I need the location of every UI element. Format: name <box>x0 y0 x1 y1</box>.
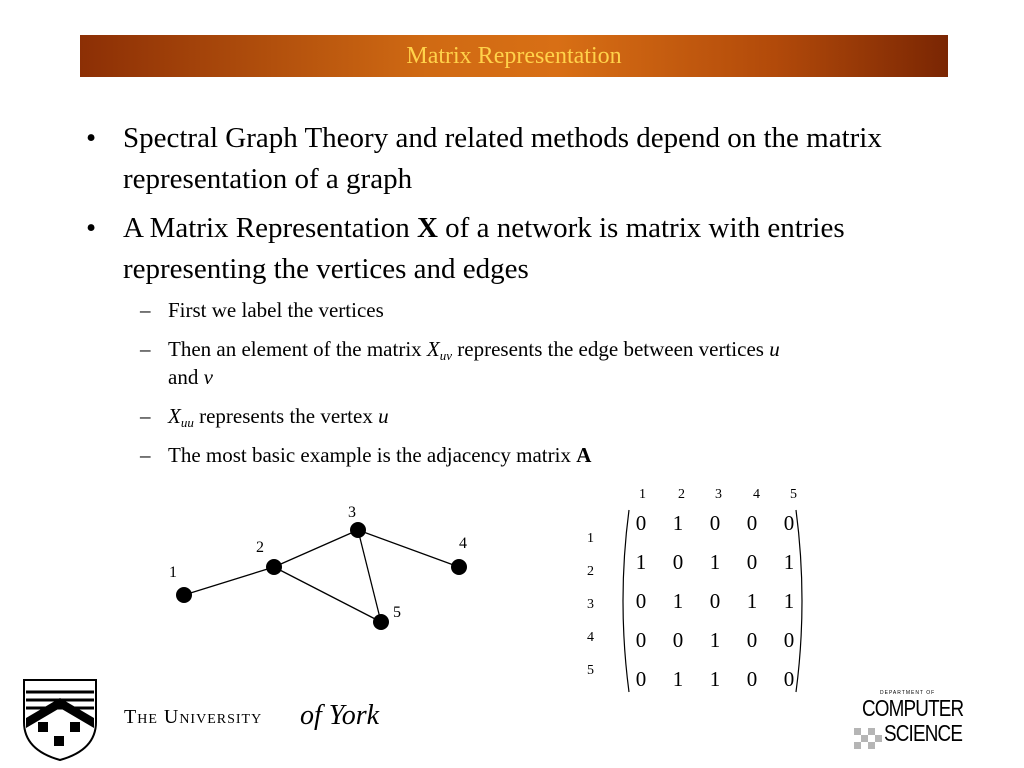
vertex-3 <box>350 522 366 538</box>
matrix-cell: 1 <box>746 589 758 613</box>
matrix-symbol: X <box>416 212 438 244</box>
matrix-cell: 0 <box>672 550 684 574</box>
matrix-cell: 0 <box>783 511 795 535</box>
vertex-label-3: 3 <box>348 504 356 521</box>
matrix-cell: 1 <box>709 550 721 574</box>
york-script: of York <box>300 700 380 731</box>
york-crest-icon <box>22 678 98 762</box>
edge-2-5 <box>274 567 381 622</box>
matrix-cell: 0 <box>635 667 647 691</box>
bullet-mark: • <box>86 122 97 154</box>
row-label: 5 <box>587 663 594 678</box>
bullet-text: A Matrix Representation X of a network is matrix with entries representing the vertices and edges <box>123 212 845 285</box>
matrix-cell: 0 <box>746 667 758 691</box>
matrix-cell: 1 <box>672 511 684 535</box>
matrix-cell: 1 <box>672 667 684 691</box>
matrix-cell: 1 <box>783 550 795 574</box>
matrix-cell: 1 <box>783 589 795 613</box>
vertex-label-2: 2 <box>256 539 264 556</box>
matrix-cell: 0 <box>746 511 758 535</box>
graph-diagram <box>150 490 490 640</box>
matrix-cell: 0 <box>672 628 684 652</box>
edge-2-3 <box>274 530 358 567</box>
col-label: 2 <box>678 487 685 502</box>
matrix-cell: 0 <box>709 589 721 613</box>
matrix-cell: 0 <box>635 628 647 652</box>
col-label: 5 <box>790 487 797 502</box>
matrix-cell: 0 <box>783 628 795 652</box>
edge-1-2 <box>184 567 274 595</box>
vertex-2 <box>266 559 282 575</box>
col-label: 3 <box>715 487 722 502</box>
matrix-cell: 1 <box>635 550 647 574</box>
row-label: 3 <box>587 597 594 612</box>
cs-word-science: SCIENCE <box>884 720 963 746</box>
bullet-text: Spectral Graph Theory and related methods depend on the matrix representation of a graph <box>123 122 882 195</box>
slide-title: Matrix Representation <box>406 42 622 69</box>
matrix-cell: 1 <box>709 628 721 652</box>
vertex-label-4: 4 <box>459 535 467 552</box>
vertex-label-5: 5 <box>393 604 401 621</box>
matrix-cell: 0 <box>635 511 647 535</box>
row-label: 1 <box>587 531 594 546</box>
matrix-cell: 1 <box>709 667 721 691</box>
edge-3-4 <box>358 530 459 567</box>
title-bar <box>80 35 948 77</box>
edge-3-5 <box>358 530 381 622</box>
vertex-4 <box>451 559 467 575</box>
row-label: 2 <box>587 564 594 579</box>
matrix-cell: 0 <box>635 589 647 613</box>
vertex-label-1: 1 <box>169 564 177 581</box>
vertex-5 <box>373 614 389 630</box>
cs-dept-label: DEPARTMENT OF <box>880 690 936 696</box>
col-label: 1 <box>639 487 646 502</box>
vertex-1 <box>176 587 192 603</box>
row-label: 4 <box>587 630 594 645</box>
matrix-cell: 0 <box>746 550 758 574</box>
matrix-cell: 0 <box>746 628 758 652</box>
york-wordmark: The University <box>124 706 263 728</box>
matrix-cell: 0 <box>709 511 721 535</box>
col-label: 4 <box>753 487 760 502</box>
bullet-mark: • <box>86 212 97 244</box>
matrix-cell: 0 <box>783 667 795 691</box>
cs-word-computer: COMPUTER <box>862 695 964 721</box>
matrix-cell: 1 <box>672 589 684 613</box>
